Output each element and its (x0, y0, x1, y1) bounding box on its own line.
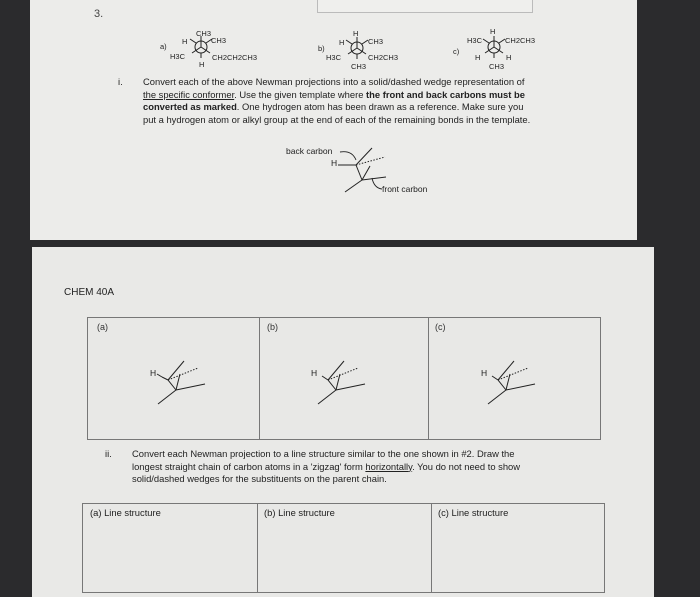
front-carbon-label: front carbon (382, 184, 428, 194)
panel-c (428, 317, 601, 440)
part-ii-line-2-b: . You do not need to show (412, 460, 521, 472)
newman-a-top: CH3 (196, 29, 212, 38)
panel-b-label: (b) (267, 322, 278, 332)
newman-b-lower-right: CH2CH3 (368, 53, 399, 62)
part-i-line-2-bold: the front and back carbons must be (366, 88, 525, 100)
question-number: 3. (94, 8, 104, 20)
newman-c-top: H (490, 27, 496, 36)
newman-a-label: a) (160, 42, 167, 51)
newman-a-upper-left: H (182, 37, 188, 46)
newman-b-bottom: CH3 (351, 62, 367, 71)
back-carbon-label: back carbon (286, 146, 333, 156)
panel-a-label: (a) (97, 322, 108, 332)
part-i-line-4: put a hydrogen atom or alkyl group at the end of each of the remaining bonds in the template. (143, 113, 531, 125)
panel-c-template (429, 318, 600, 439)
newman-c-lower-right: H (506, 53, 512, 62)
newman-b-label: b) (318, 44, 325, 53)
panel-b-h-label: H (311, 368, 318, 378)
newman-c-upper-left: H3C (467, 36, 483, 45)
course-code: CHEM 40A (64, 287, 115, 298)
panel-a-template (88, 318, 261, 439)
specific-conformer-text: the specific conformer (143, 88, 235, 100)
panel-a (87, 317, 262, 440)
panel-c-h-label: H (481, 368, 488, 378)
part-i-line-1: Convert each of the above Newman projections into a solid/dashed wedge representation of (143, 76, 525, 87)
line-structure-a-label: (a) Line structure (90, 507, 161, 518)
part-i-line-2-rest: . Use the given template where (234, 88, 367, 100)
newman-a-lower-left: H3C (170, 52, 186, 61)
newman-c-bottom: CH3 (489, 62, 505, 71)
template-h-label: H (331, 158, 338, 168)
part-i-numeral: i. (118, 76, 123, 87)
part-ii-line-2 (132, 461, 617, 474)
part-ii-line-3: solid/dashed wedges for the substituents on the parent chain. (132, 473, 387, 484)
part-ii-line-2-a: longest straight chain of carbon atoms in a 'zigzag' form (132, 460, 366, 472)
line-structure-box-b[interactable] (257, 503, 434, 593)
newman-b-lower-left: H3C (326, 53, 342, 62)
line-structure-box-a[interactable] (82, 503, 260, 593)
panel-a-h-label: H (150, 368, 157, 378)
newman-c-upper-right: CH2CH3 (505, 36, 536, 45)
line-structure-box-c[interactable] (431, 503, 605, 593)
part-i-line-3-bold: converted as marked (143, 101, 237, 112)
newman-b-upper-left: H (339, 38, 345, 47)
newman-c-lower-left: H (475, 53, 481, 62)
panel-c-label: (c) (435, 322, 446, 332)
newman-b-top: H (353, 29, 359, 38)
line-structure-c-label: (c) Line structure (438, 507, 509, 518)
part-ii-numeral: ii. (105, 448, 112, 459)
panel-b (259, 317, 431, 440)
newman-c-label: c) (453, 47, 460, 56)
part-ii-instructions (132, 448, 617, 486)
panel-b-template (260, 318, 430, 439)
newman-a-lower-right: CH2CH2CH3 (212, 53, 258, 62)
line-structure-b-label: (b) Line structure (264, 507, 335, 518)
part-i-line-3-rest: . One hydrogen atom has been drawn as a reference. Make sure you (236, 101, 524, 112)
newman-a-upper-right: CH3 (211, 36, 227, 45)
horizontally-text: horizontally (365, 460, 413, 472)
newman-a-bottom: H (199, 60, 205, 69)
part-ii-line-1: Convert each Newman projection to a line structure similar to the one shown in #2. Draw the (132, 448, 515, 459)
newman-b-upper-right: CH3 (368, 37, 384, 46)
